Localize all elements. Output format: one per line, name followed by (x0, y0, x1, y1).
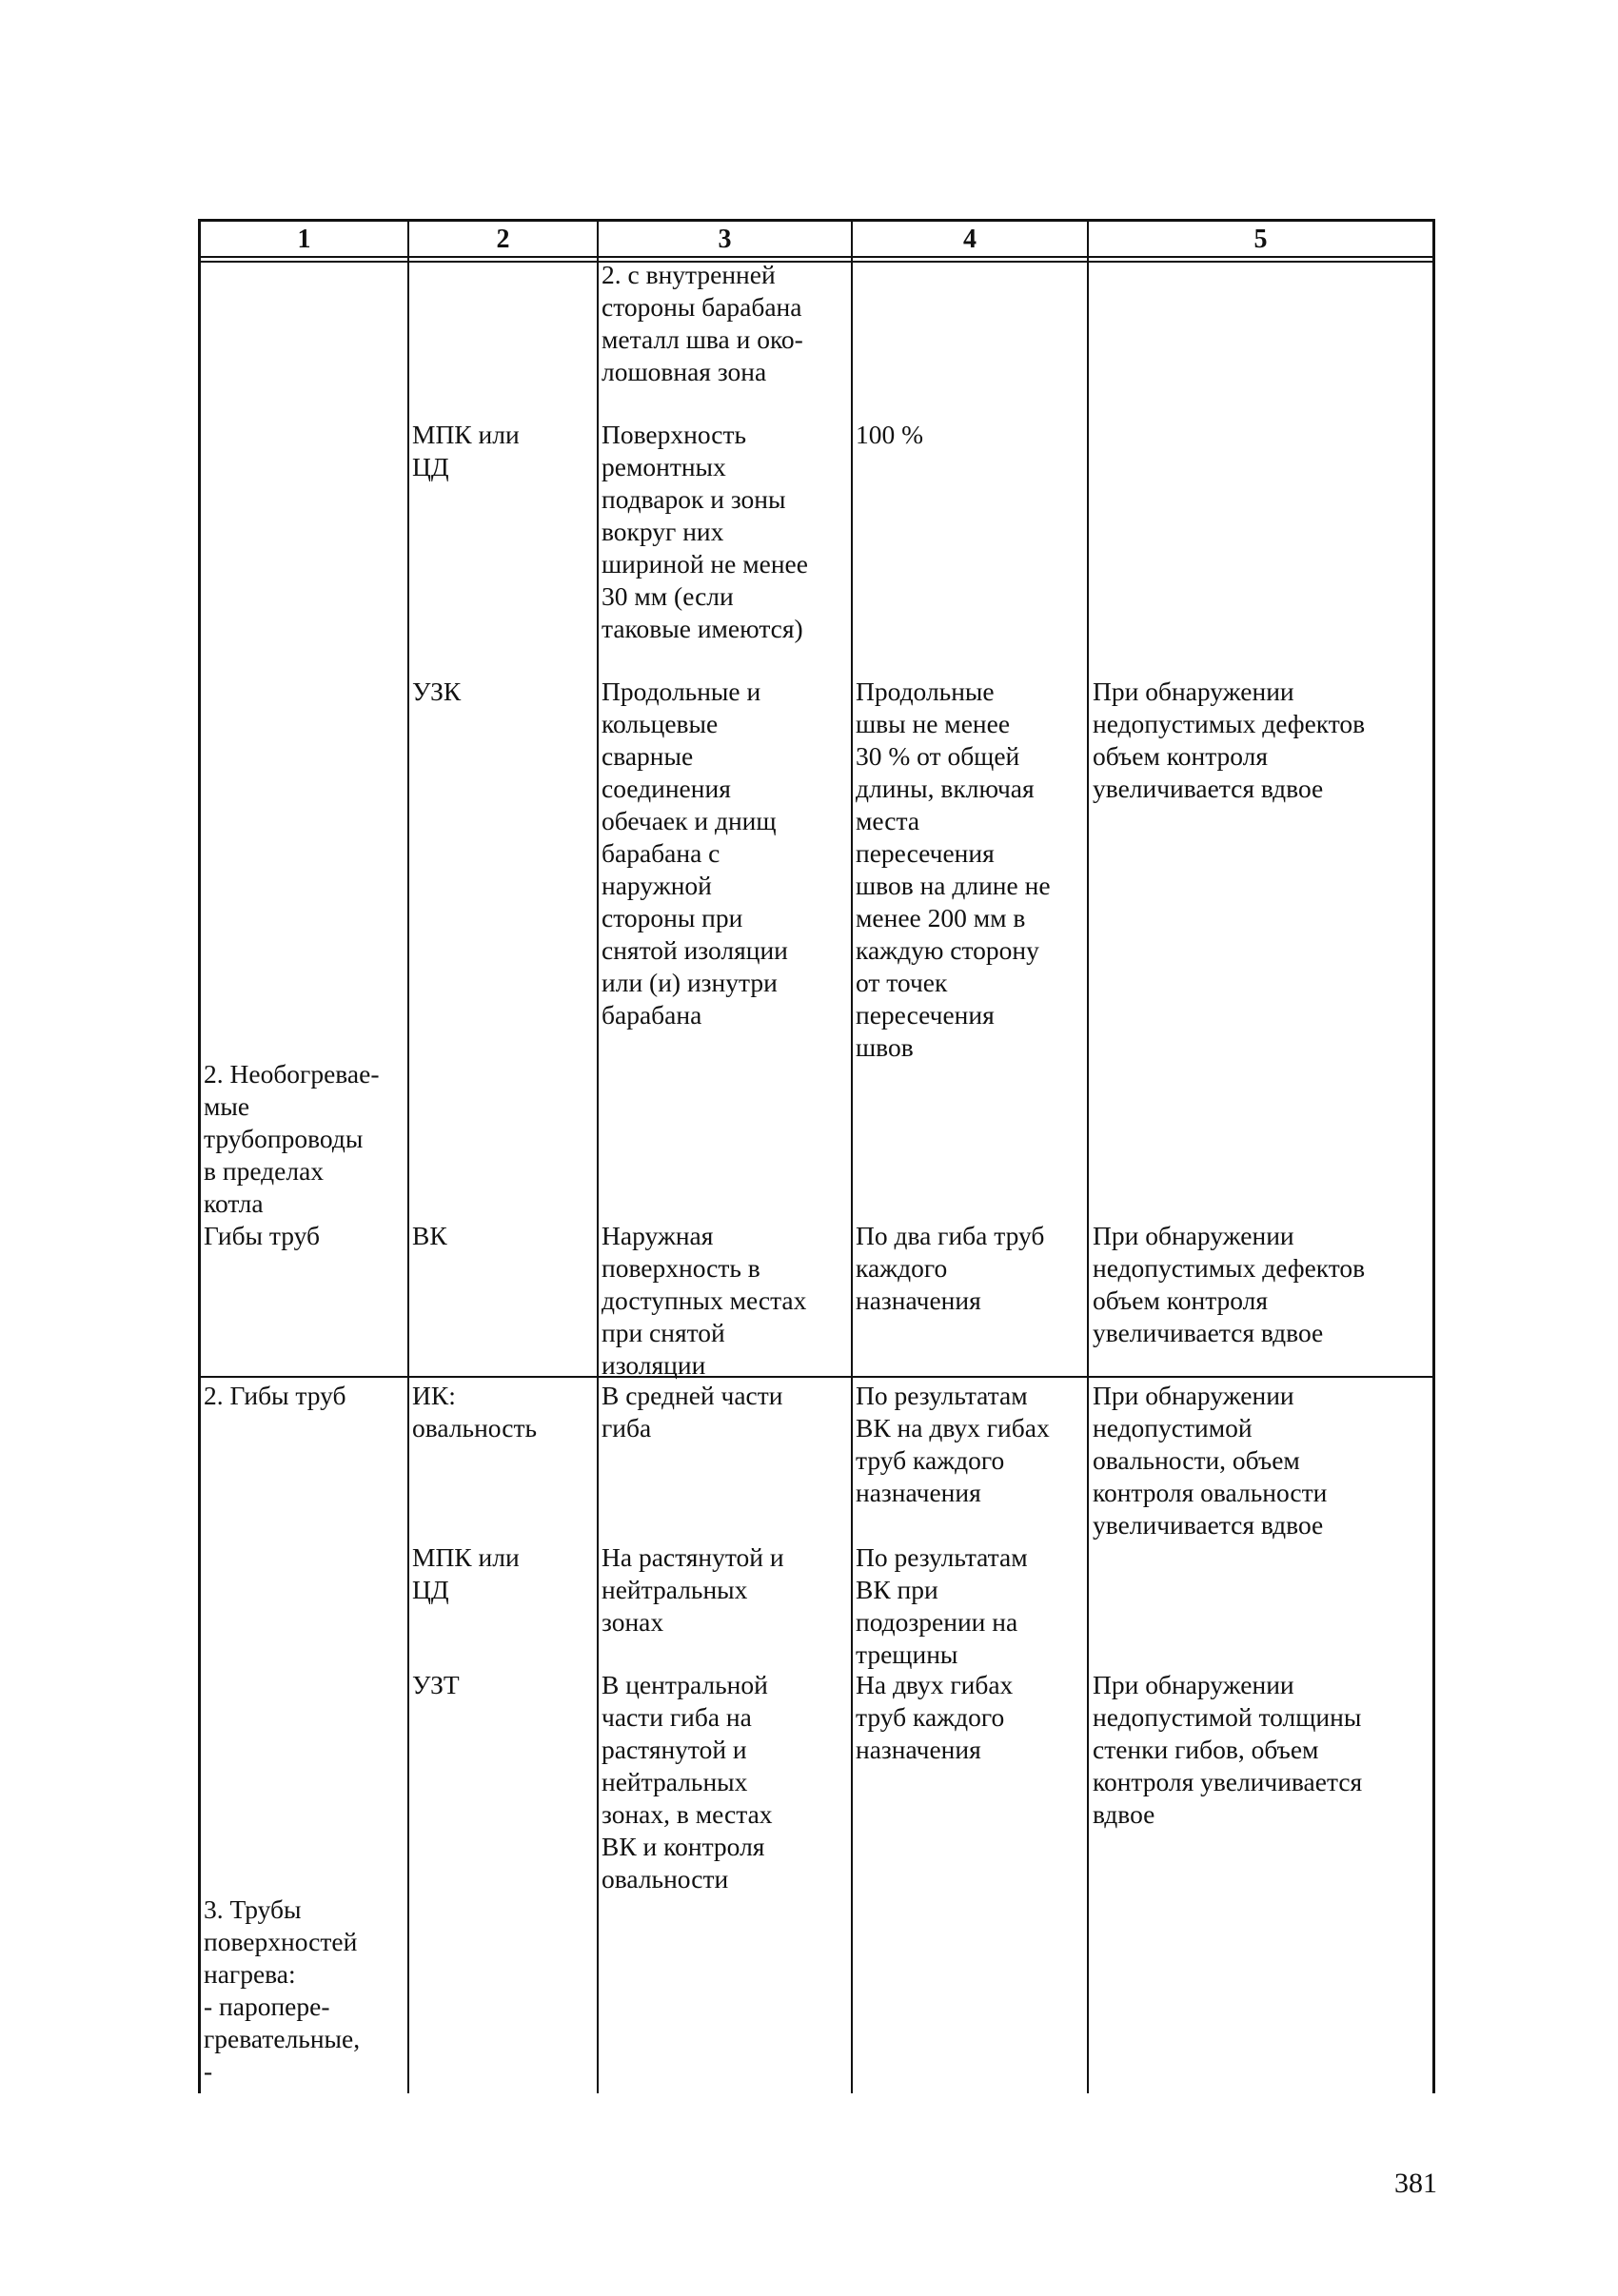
column-line-left (198, 219, 201, 2093)
cell-method-vk: ВК (412, 1221, 447, 1250)
cell-welds-drum: Продольные и кольцевые сварные соединения обечаек и днищ барабана с наружной стороны при снятой изоляции или (и) изнутри барабана (602, 677, 788, 1030)
header-col-1: 1 (297, 225, 311, 254)
cell-vk-results: По результатам ВК на двух гибах труб каждого назначения (856, 1381, 1050, 1507)
header-col-4: 4 (963, 225, 977, 254)
page-number: 381 (1394, 2168, 1437, 2199)
cell-method-uzk: УЗК (412, 677, 462, 706)
column-line-right (1432, 219, 1435, 2093)
cell-two-bends-each: На двух гибах труб каждого назначения (856, 1670, 1014, 1764)
cell-ovality-note: При обнаружении недопустимой овальности, объем контроля овальности увеличивается вдвое (1093, 1381, 1328, 1540)
cell-repair-surface: Поверхность ремонтных подварок и зоны вокруг них шириной не менее 30 мм (если таковые имеются) (602, 420, 808, 643)
cell-bend-middle: В средней части гиба (602, 1381, 783, 1442)
cell-welds-volume: Продольные швы не менее 30 % от общей длины, включая места пересечения швов на длине не менее 200 мм в каждую сторону от точек пересечения швов (856, 677, 1051, 1062)
cell-bend-central: В центральной части гиба на растянутой и нейтральных зонах, в местах ВК и контроля овальности (602, 1670, 773, 1894)
cell-method-uzt: УЗТ (412, 1670, 460, 1699)
cell-pipe-bends: 2. Гибы труб (204, 1381, 346, 1410)
cell-method-ik-ovality: ИК: овальность (412, 1381, 538, 1442)
cell-method-mpk-cd: МПК или ЦД (412, 420, 520, 481)
cell-thickness-note: При обнаружении недопустимой толщины стенки гибов, объем контроля увеличивается вдвое (1093, 1670, 1363, 1829)
cell-outer-surface: Наружная поверхность в доступных местах при снятой изоляции (602, 1221, 807, 1380)
cell-two-bends: По два гиба труб каждого назначения (856, 1221, 1045, 1315)
header-col-3: 3 (718, 225, 732, 254)
cell-defects-note-2: При обнаружении недопустимых дефектов объем контроля увеличивается вдвое (1093, 1221, 1366, 1347)
column-line-2-3 (597, 219, 599, 2093)
cell-tension-zones: На растянутой и нейтральных зонах (602, 1542, 784, 1637)
header-col-2: 2 (496, 225, 510, 254)
cell-method-mpk-cd-2: МПК или ЦД (412, 1542, 520, 1604)
cell-unheated-pipelines: 2. Необогревае- мые трубопроводы в пределах котла Гибы труб (204, 1059, 380, 1250)
cell-heating-surfaces: 3. Трубы поверхностей нагрева: - паропере- гревательные, - (204, 1894, 361, 2086)
cell-inner-drum-weld: 2. с внутренней стороны барабана металл шва и око- лошовная зона (602, 260, 803, 386)
column-line-3-4 (851, 219, 853, 2093)
column-line-1-2 (407, 219, 409, 2093)
cell-volume-100: 100 % (856, 420, 924, 449)
column-line-4-5 (1087, 219, 1089, 2093)
header-col-5: 5 (1253, 225, 1268, 254)
cell-defects-note-1: При обнаружении недопустимых дефектов объем контроля увеличивается вдвое (1093, 677, 1366, 803)
cell-crack-suspicion: По результатам ВК при подозрении на трещины (856, 1542, 1028, 1669)
